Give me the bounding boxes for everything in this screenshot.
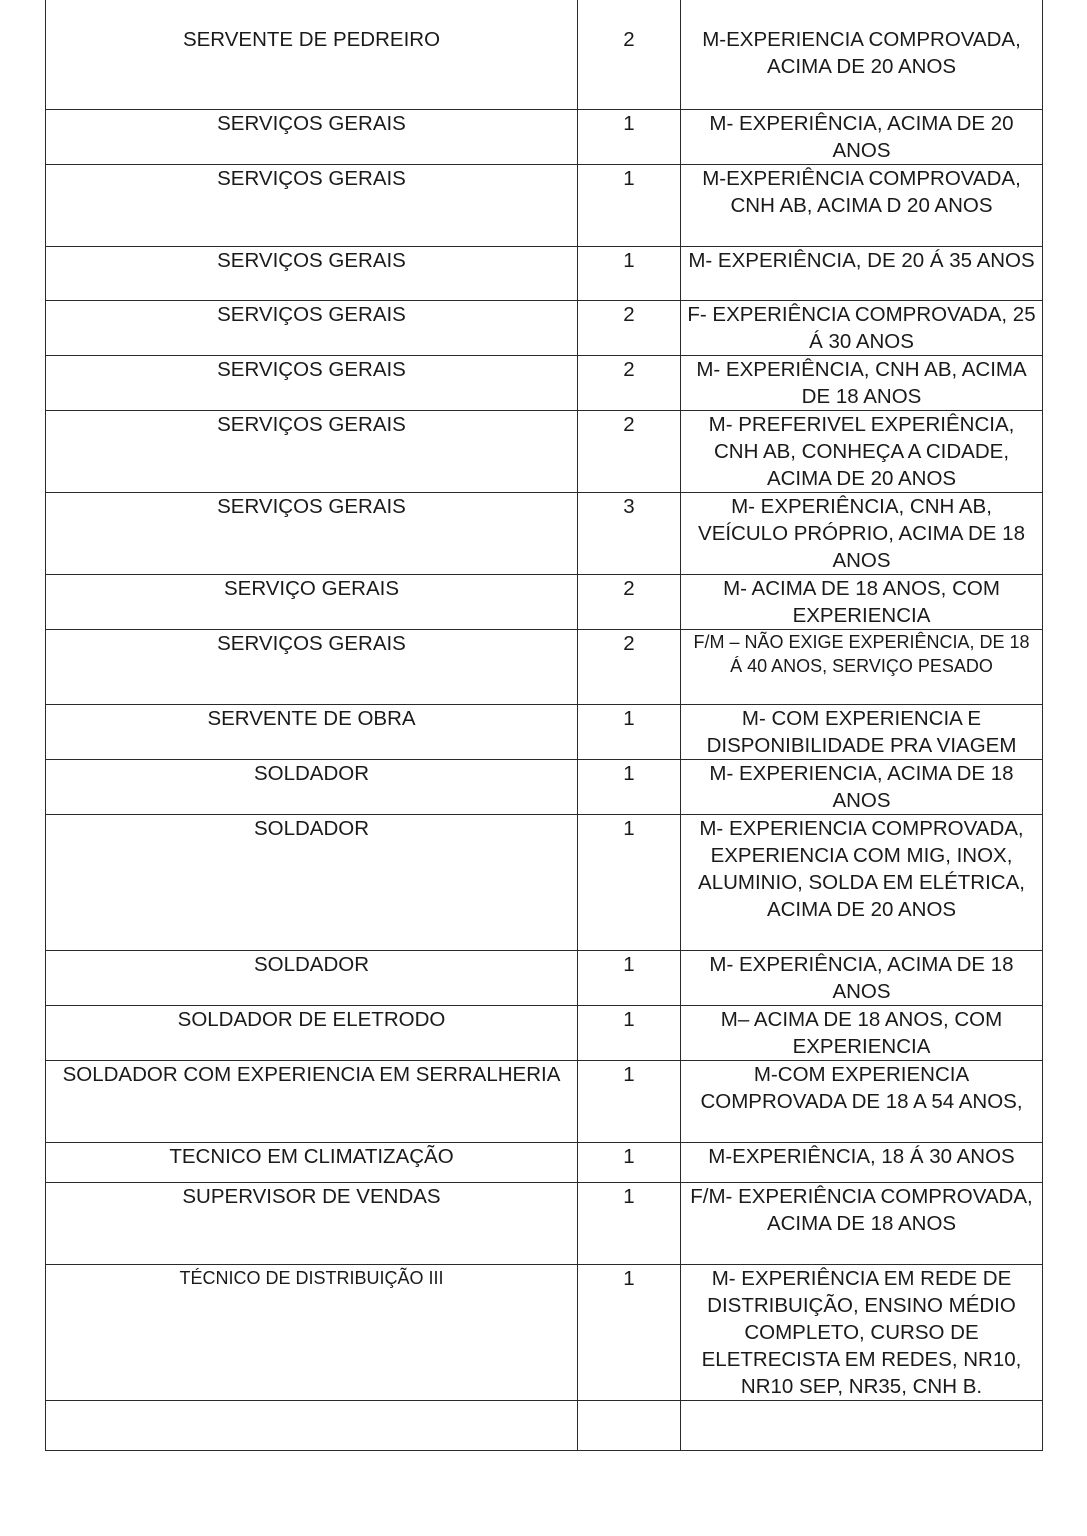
requirements-cell: F- EXPERIÊNCIA COMPROVADA, 25 Á 30 ANOS: [681, 300, 1043, 355]
table-row: [46, 1060, 1043, 1142]
vacancy-count-cell: 1: [578, 109, 681, 164]
table-row: [46, 109, 1043, 164]
table-row: [46, 704, 1043, 759]
vacancy-count-cell: 2: [578, 0, 681, 109]
table-row: [46, 0, 1043, 109]
vacancy-count-cell: 1: [578, 1142, 681, 1182]
job-title-cell: SERVENTE DE PEDREIRO: [46, 0, 578, 109]
job-title-cell: [46, 1400, 578, 1450]
job-vacancies-table: [45, 0, 1043, 1451]
job-title-cell: SUPERVISOR DE VENDAS: [46, 1182, 578, 1264]
requirements-cell: M- PREFERIVEL EXPERIÊNCIA, CNH AB, CONHEÇA A CIDADE, ACIMA DE 20 ANOS: [681, 410, 1043, 492]
requirements-cell: M- EXPERIENCIA, ACIMA DE 18 ANOS: [681, 759, 1043, 814]
job-title-cell: SOLDADOR DE ELETRODO: [46, 1005, 578, 1060]
vacancy-count-cell: 3: [578, 492, 681, 574]
vacancy-count-cell: 1: [578, 1182, 681, 1264]
job-title-cell: SOLDADOR: [46, 759, 578, 814]
vacancy-count-cell: 1: [578, 759, 681, 814]
job-title-cell: SERVIÇOS GERAIS: [46, 410, 578, 492]
job-title-cell: SERVIÇOS GERAIS: [46, 246, 578, 300]
job-title-cell: SERVENTE DE OBRA: [46, 704, 578, 759]
vacancy-count-cell: 1: [578, 950, 681, 1005]
table-row: [46, 814, 1043, 950]
table-row: [46, 950, 1043, 1005]
requirements-cell: M-EXPERIÊNCIA COMPROVADA, CNH AB, ACIMA D 20 ANOS: [681, 164, 1043, 246]
job-title-cell: SERVIÇOS GERAIS: [46, 355, 578, 410]
requirements-cell: M- EXPERIÊNCIA, ACIMA DE 18 ANOS: [681, 950, 1043, 1005]
requirements-cell: F/M – NÃO EXIGE EXPERIÊNCIA, DE 18 Á 40 ANOS, SERVIÇO PESADO: [681, 629, 1043, 704]
requirements-cell: M- EXPERIÊNCIA EM REDE DE DISTRIBUIÇÃO, ENSINO MÉDIO COMPLETO, CURSO DE ELETRECISTA EM REDES, NR10, NR10 SEP, NR35, CNH B.: [681, 1264, 1043, 1400]
vacancy-count-cell: 1: [578, 1264, 681, 1400]
requirements-cell: M- EXPERIENCIA COMPROVADA, EXPERIENCIA COM MIG, INOX, ALUMINIO, SOLDA EM ELÉTRICA, ACIMA DE 20 ANOS: [681, 814, 1043, 950]
table-row: [46, 1182, 1043, 1264]
requirements-cell: F/M- EXPERIÊNCIA COMPROVADA, ACIMA DE 18 ANOS: [681, 1182, 1043, 1264]
table-row: [46, 1005, 1043, 1060]
vacancy-count-cell: 2: [578, 355, 681, 410]
table-row: [46, 246, 1043, 300]
job-title-cell: SERVIÇOS GERAIS: [46, 300, 578, 355]
job-title-cell: SERVIÇO GERAIS: [46, 574, 578, 629]
job-title-cell: SERVIÇOS GERAIS: [46, 109, 578, 164]
requirements-cell: M- COM EXPERIENCIA E DISPONIBILIDADE PRA VIAGEM: [681, 704, 1043, 759]
requirements-cell: M- ACIMA DE 18 ANOS, COM EXPERIENCIA: [681, 574, 1043, 629]
table-row: [46, 300, 1043, 355]
job-title-cell: TECNICO EM CLIMATIZAÇÃO: [46, 1142, 578, 1182]
table-row: [46, 574, 1043, 629]
vacancy-count-cell: 1: [578, 704, 681, 759]
requirements-cell: M- EXPERIÊNCIA, DE 20 Á 35 ANOS: [681, 246, 1043, 300]
table-row: [46, 410, 1043, 492]
table-row: [46, 164, 1043, 246]
job-title-cell: TÉCNICO DE DISTRIBUIÇÃO III: [46, 1264, 578, 1400]
job-title-cell: SOLDADOR: [46, 950, 578, 1005]
requirements-cell: M-COM EXPERIENCIA COMPROVADA DE 18 A 54 ANOS,: [681, 1060, 1043, 1142]
job-title-cell: SOLDADOR: [46, 814, 578, 950]
job-title-cell: SERVIÇOS GERAIS: [46, 492, 578, 574]
requirements-cell: M- EXPERIÊNCIA, CNH AB, ACIMA DE 18 ANOS: [681, 355, 1043, 410]
table-row: [46, 355, 1043, 410]
requirements-cell: [681, 1400, 1043, 1450]
requirements-cell: M-EXPERIENCIA COMPROVADA, ACIMA DE 20 ANOS: [681, 0, 1043, 109]
table-row: [46, 492, 1043, 574]
vacancy-count-cell: 1: [578, 1060, 681, 1142]
vacancy-count-cell: 2: [578, 574, 681, 629]
requirements-cell: M- EXPERIÊNCIA, ACIMA DE 20 ANOS: [681, 109, 1043, 164]
vacancy-count-cell: 1: [578, 164, 681, 246]
vacancy-count-cell: 1: [578, 1005, 681, 1060]
table-row: [46, 629, 1043, 704]
vacancy-count-cell: 1: [578, 814, 681, 950]
job-title-cell: SOLDADOR COM EXPERIENCIA EM SERRALHERIA: [46, 1060, 578, 1142]
vacancy-count-cell: 2: [578, 629, 681, 704]
table-row: [46, 1142, 1043, 1182]
job-title-cell: SERVIÇOS GERAIS: [46, 164, 578, 246]
vacancy-count-cell: 2: [578, 410, 681, 492]
vacancy-count-cell: 1: [578, 246, 681, 300]
vacancy-count-cell: 2: [578, 300, 681, 355]
vacancy-count-cell: [578, 1400, 681, 1450]
requirements-cell: M- EXPERIÊNCIA, CNH AB, VEÍCULO PRÓPRIO, ACIMA DE 18 ANOS: [681, 492, 1043, 574]
table-body: [46, 0, 1043, 1450]
table-row: [46, 759, 1043, 814]
table-row: [46, 1264, 1043, 1400]
table-row: [46, 1400, 1043, 1450]
requirements-cell: M-EXPERIÊNCIA, 18 Á 30 ANOS: [681, 1142, 1043, 1182]
job-title-cell: SERVIÇOS GERAIS: [46, 629, 578, 704]
requirements-cell: M– ACIMA DE 18 ANOS, COM EXPERIENCIA: [681, 1005, 1043, 1060]
